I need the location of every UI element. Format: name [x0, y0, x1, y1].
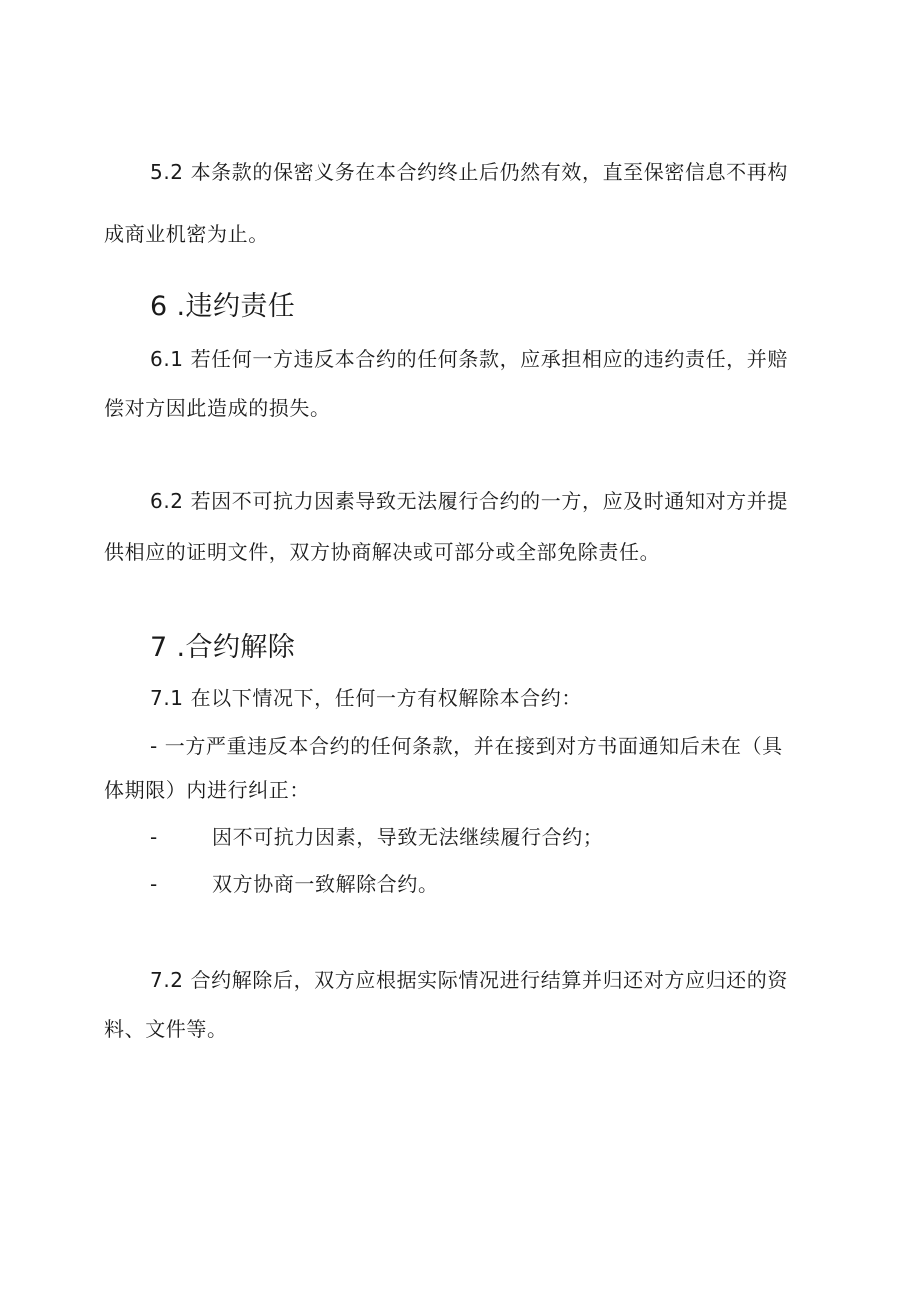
clause-5-2-line-1: 5.2 本条款的保密义务在本合约终止后仍然有效，直至保密信息不再构	[150, 160, 788, 184]
clause-7-2-line-2: 料、文件等。	[104, 1017, 228, 1041]
clause-7-1-item-2-text: 因不可抗力因素，导致无法继续履行合约；	[212, 825, 604, 849]
clause-7-1-item-3-text: 双方协商一致解除合约。	[212, 872, 439, 896]
clause-5-2-line-2: 成商业机密为止。	[104, 222, 269, 246]
clause-7-2-line-1: 7.2 合约解除后，双方应根据实际情况进行结算并归还对方应归还的资	[150, 968, 788, 992]
clause-7-1-item-2-dash: -	[150, 825, 158, 849]
clause-7-1-item-3-dash: -	[150, 872, 158, 896]
clause-6-2-line-1: 6.2 若因不可抗力因素导致无法履行合约的一方，应及时通知对方并提	[150, 489, 788, 513]
clause-6-1-line-1: 6.1 若任何一方违反本合约的任何条款，应承担相应的违约责任，并赔	[150, 347, 788, 371]
clause-6-2-line-2: 供相应的证明文件，双方协商解决或可部分或全部免除责任。	[104, 540, 661, 564]
section-7-heading: 7 .合约解除	[150, 632, 296, 663]
clause-7-1-item-1-line-1: - 一方严重违反本合约的任何条款，并在接到对方书面通知后未在（具	[150, 734, 783, 758]
clause-7-1-intro: 7.1 在以下情况下，任何一方有权解除本合约：	[150, 686, 582, 710]
section-6-heading: 6 .违约责任	[150, 291, 296, 322]
clause-6-1-line-2: 偿对方因此造成的损失。	[104, 396, 331, 420]
clause-7-1-item-1-line-2: 体期限）内进行纠正：	[104, 778, 310, 802]
